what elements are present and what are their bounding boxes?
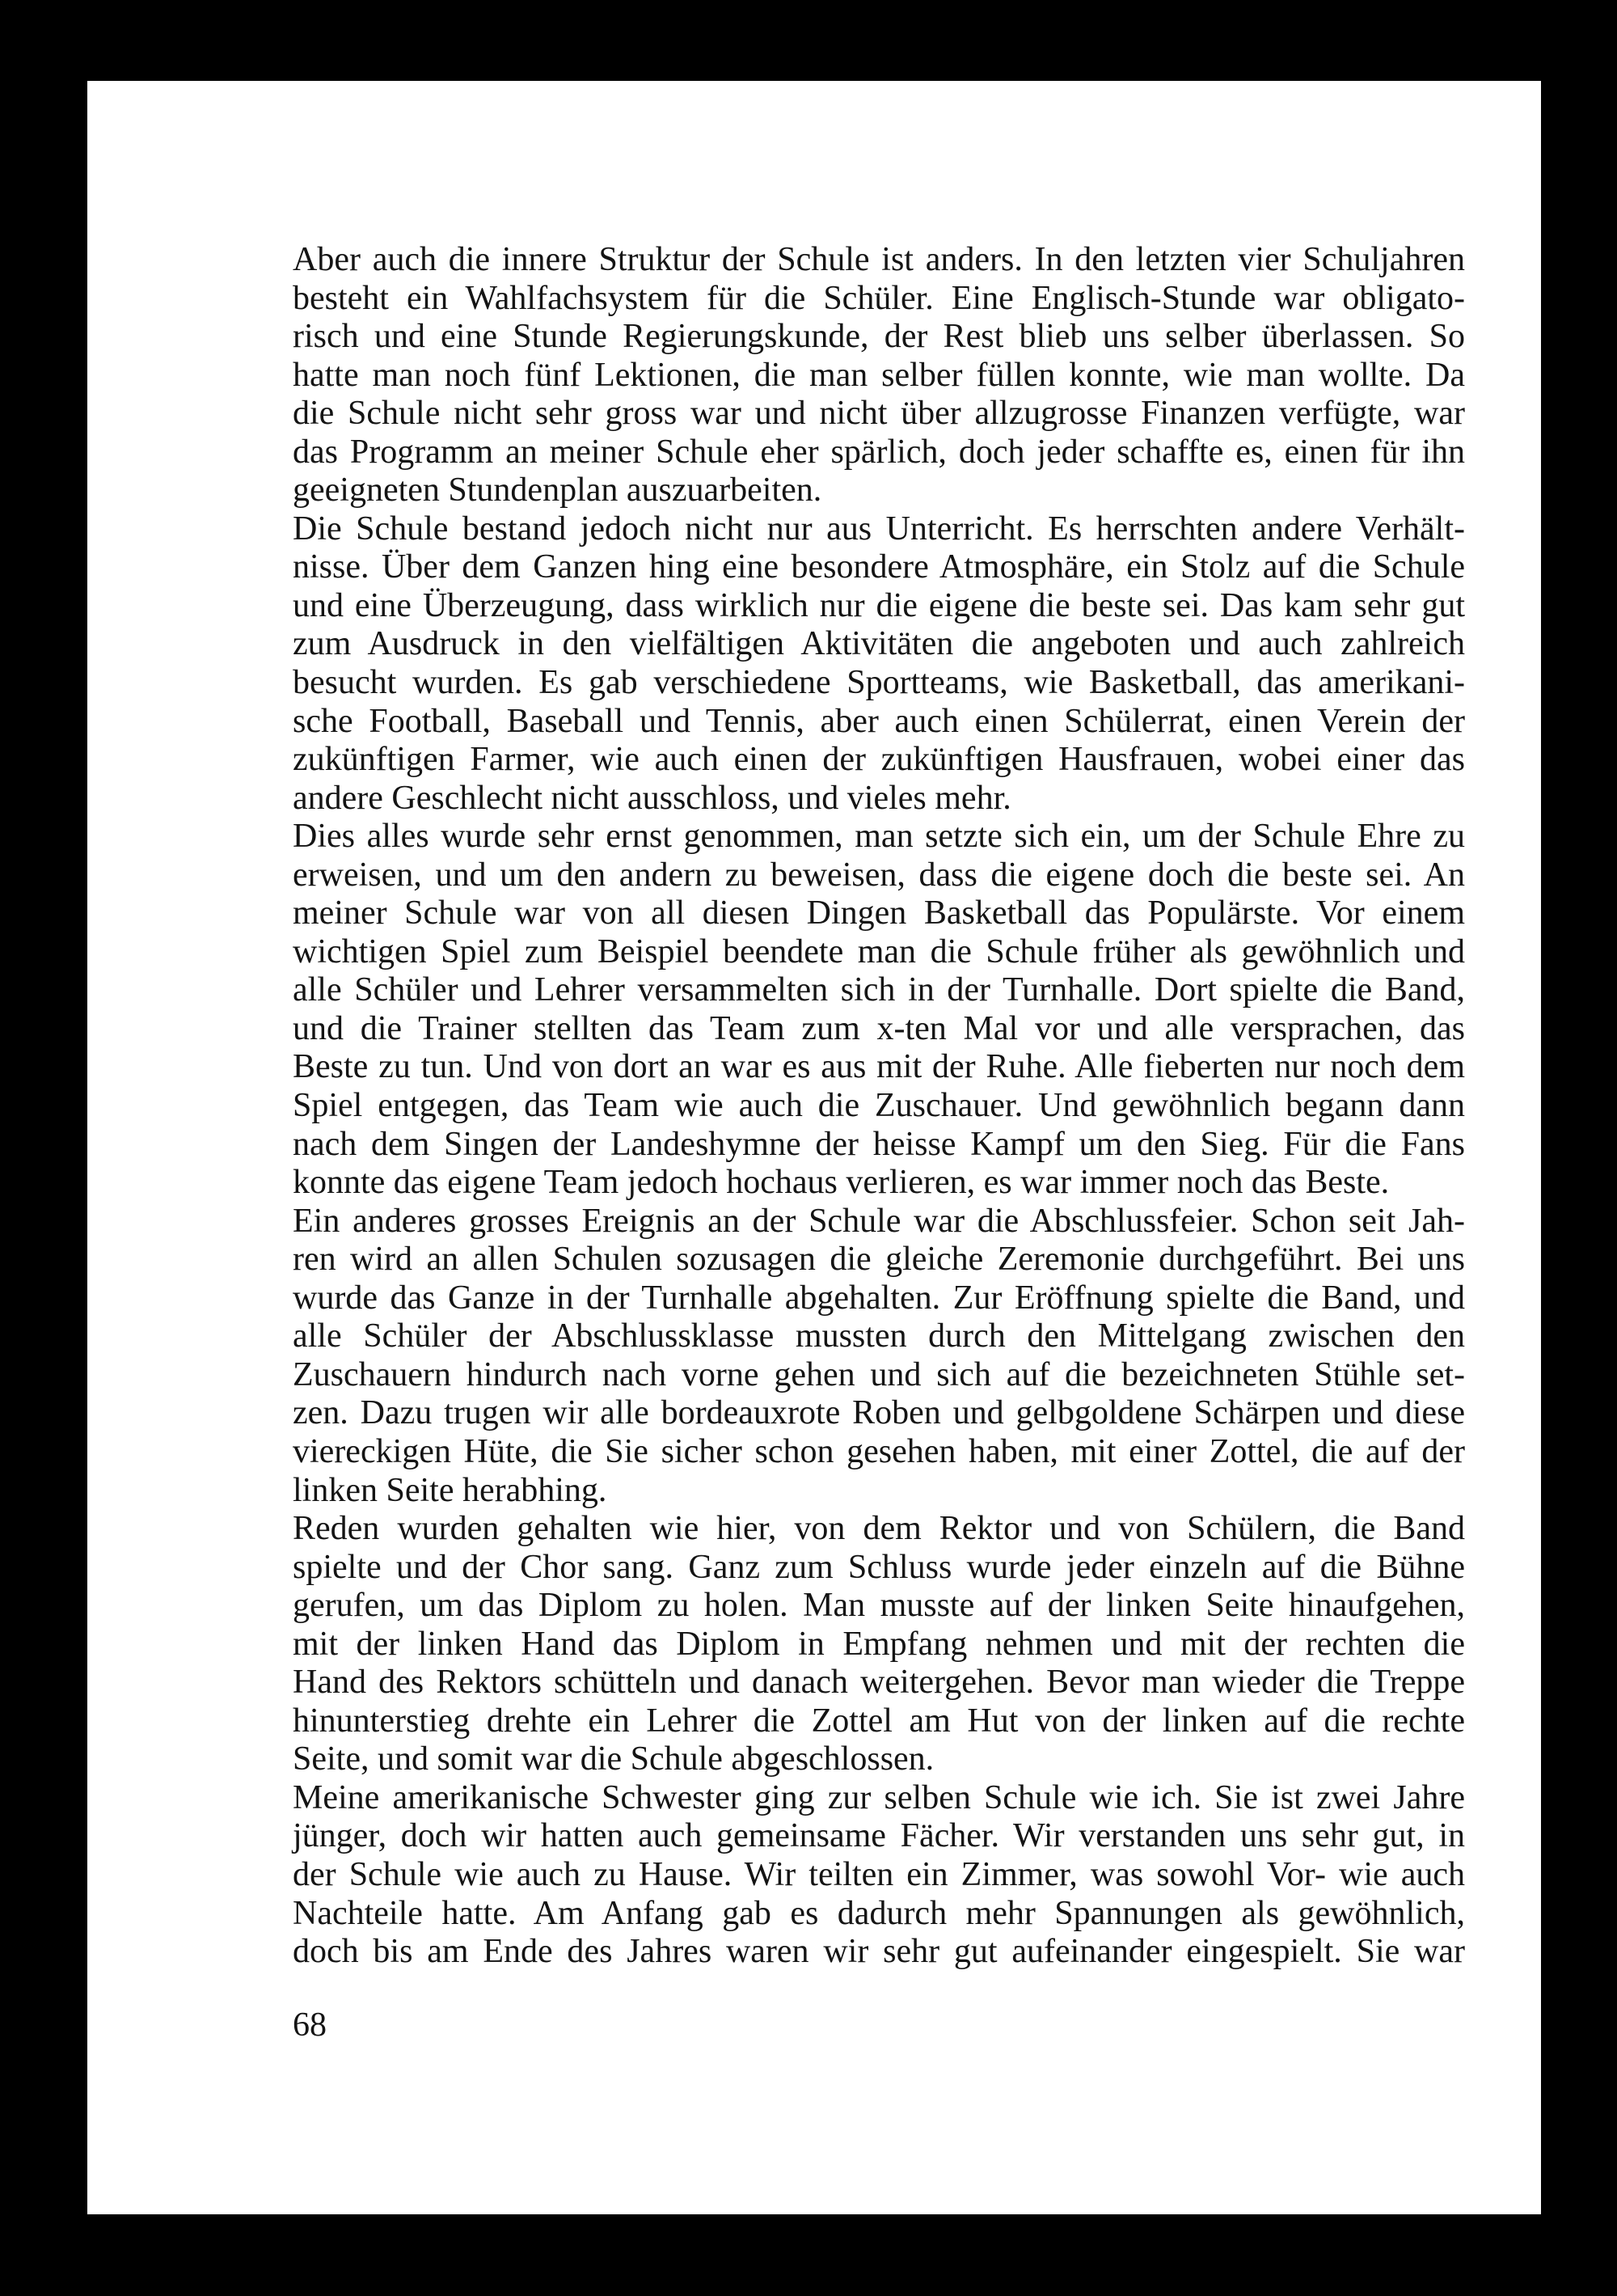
text-line: alle Schüler der Abschlussklasse mussten durch den Mittelgang zwischen den [293,1317,1465,1355]
text-line: viereckigen Hüte, die Sie sicher schon gesehen haben, mit einer Zottel, die auf der [293,1432,1465,1470]
page-number: 68 [293,2006,327,2044]
text-line: und die Trainer stellten das Team zum x-ten Mal vor und alle versprachen, das [293,1009,1465,1047]
text-line: Reden wurden gehalten wie hier, von dem Rektor und von Schülern, die Band [293,1510,1465,1548]
document-page [87,81,1541,2214]
text-line: Spiel entgegen, das Team wie auch die Zuschauer. Und gewöhnlich begann dann [293,1087,1465,1125]
text-line: Meine amerikanische Schwester ging zur selben Schule wie ich. Sie ist zwei Jahre [293,1778,1465,1816]
text-line: jünger, doch wir hatten auch gemeinsame Fächer. Wir verstanden uns sehr gut, in [293,1817,1465,1855]
text-line: Dies alles wurde sehr ernst genommen, man setzte sich ein, um der Schule Ehre zu [293,818,1465,856]
text-line: besucht wurden. Es gab verschiedene Sportteams, wie Basketball, das amerikani- [293,664,1465,702]
text-line: spielte und der Chor sang. Ganz zum Schluss wurde jeder einzeln auf die Bühne [293,1548,1465,1586]
text-line: mit der linken Hand das Diplom in Empfang nehmen und mit der rechten die [293,1625,1465,1663]
text-line: Nachteile hatte. Am Anfang gab es dadurch mehr Spannungen als gewöhnlich, [293,1894,1465,1932]
text-line: Hand des Rektors schütteln und danach weitergehen. Bevor man wieder die Treppe [293,1664,1465,1702]
text-line: Beste zu tun. Und von dort an war es aus mit der Ruhe. Alle fieberten nur noch dem [293,1048,1465,1086]
text-line: besteht ein Wahlfachsystem für die Schüler. Eine Englisch-Stunde war obligato- [293,279,1465,317]
text-line: ren wird an allen Schulen sozusagen die gleiche Zeremonie durchgeführt. Bei uns [293,1241,1465,1279]
text-line: hinunterstieg drehte ein Lehrer die Zottel am Hut von der linken auf die rechte [293,1702,1465,1740]
text-line: konnte das eigene Team jedoch hochaus verlieren, es war immer noch das Beste. [293,1164,1390,1202]
text-line: zum Ausdruck in den vielfältigen Aktivitäten die angeboten und auch zahlreich [293,625,1465,663]
text-line: Die Schule bestand jedoch nicht nur aus Unterricht. Es herrschten andere Verhält- [293,510,1465,548]
body-text [293,241,1465,1972]
text-line: nach dem Singen der Landeshymne der heisse Kampf um den Sieg. Für die Fans [293,1125,1465,1163]
text-line: wichtigen Spiel zum Beispiel beendete man die Schule früher als gewöhnlich und [293,932,1465,970]
text-line: doch bis am Ende des Jahres waren wir sehr gut aufeinander eingespielt. Sie war [293,1933,1465,1971]
text-line: nisse. Über dem Ganzen hing eine besondere Atmosphäre, ein Stolz auf die Schule [293,548,1465,586]
text-line: erweisen, und um den andern zu beweisen, dass die eigene doch die beste sei. An [293,856,1465,894]
text-line: Aber auch die innere Struktur der Schule ist anders. In den letzten vier Schuljahren [293,241,1465,278]
text-line: das Programm an meiner Schule eher spärlich, doch jeder schaffte es, einen für ihn [293,433,1465,471]
text-line: geeigneten Stundenplan auszuarbeiten. [293,471,822,510]
text-line: gerufen, um das Diplom zu holen. Man musste auf der linken Seite hinaufgehen, [293,1587,1465,1625]
text-line: sche Football, Baseball und Tennis, aber auch einen Schülerrat, einen Verein der [293,702,1465,740]
text-line: Ein anderes grosses Ereignis an der Schule war die Abschlussfeier. Schon seit Jah- [293,1202,1465,1240]
text-line: der Schule wie auch zu Hause. Wir teilten ein Zimmer, was sowohl Vor- wie auch [293,1855,1465,1893]
text-line: alle Schüler und Lehrer versammelten sich in der Turnhalle. Dort spielte die Band, [293,971,1465,1009]
text-line: zen. Dazu trugen wir alle bordeauxrote Roben und gelbgoldene Schärpen und diese [293,1394,1465,1432]
text-line: wurde das Ganze in der Turnhalle abgehalten. Zur Eröffnung spielte die Band, und [293,1279,1465,1317]
text-line: linken Seite herabhing. [293,1471,607,1509]
text-line: risch und eine Stunde Regierungskunde, der Rest blieb uns selber überlassen. So [293,318,1465,356]
text-line: meiner Schule war von all diesen Dingen Basketball das Populärste. Vor einem [293,894,1465,932]
text-line: Zuschauern hindurch nach vorne gehen und sich auf die bezeichneten Stühle set- [293,1355,1465,1393]
text-line: Seite, und somit war die Schule abgeschlossen. [293,1740,935,1778]
text-line: und eine Überzeugung, dass wirklich nur die eigene die beste sei. Das kam sehr gut [293,586,1465,624]
text-line: andere Geschlecht nicht ausschloss, und vieles mehr. [293,779,1011,817]
text-line: die Schule nicht sehr gross war und nicht über allzugrosse Finanzen verfügte, war [293,395,1465,433]
text-line: zukünftigen Farmer, wie auch einen der zukünftigen Hausfrauen, wobei einer das [293,741,1465,779]
text-line: hatte man noch fünf Lektionen, die man selber füllen konnte, wie man wollte. Da [293,356,1465,394]
